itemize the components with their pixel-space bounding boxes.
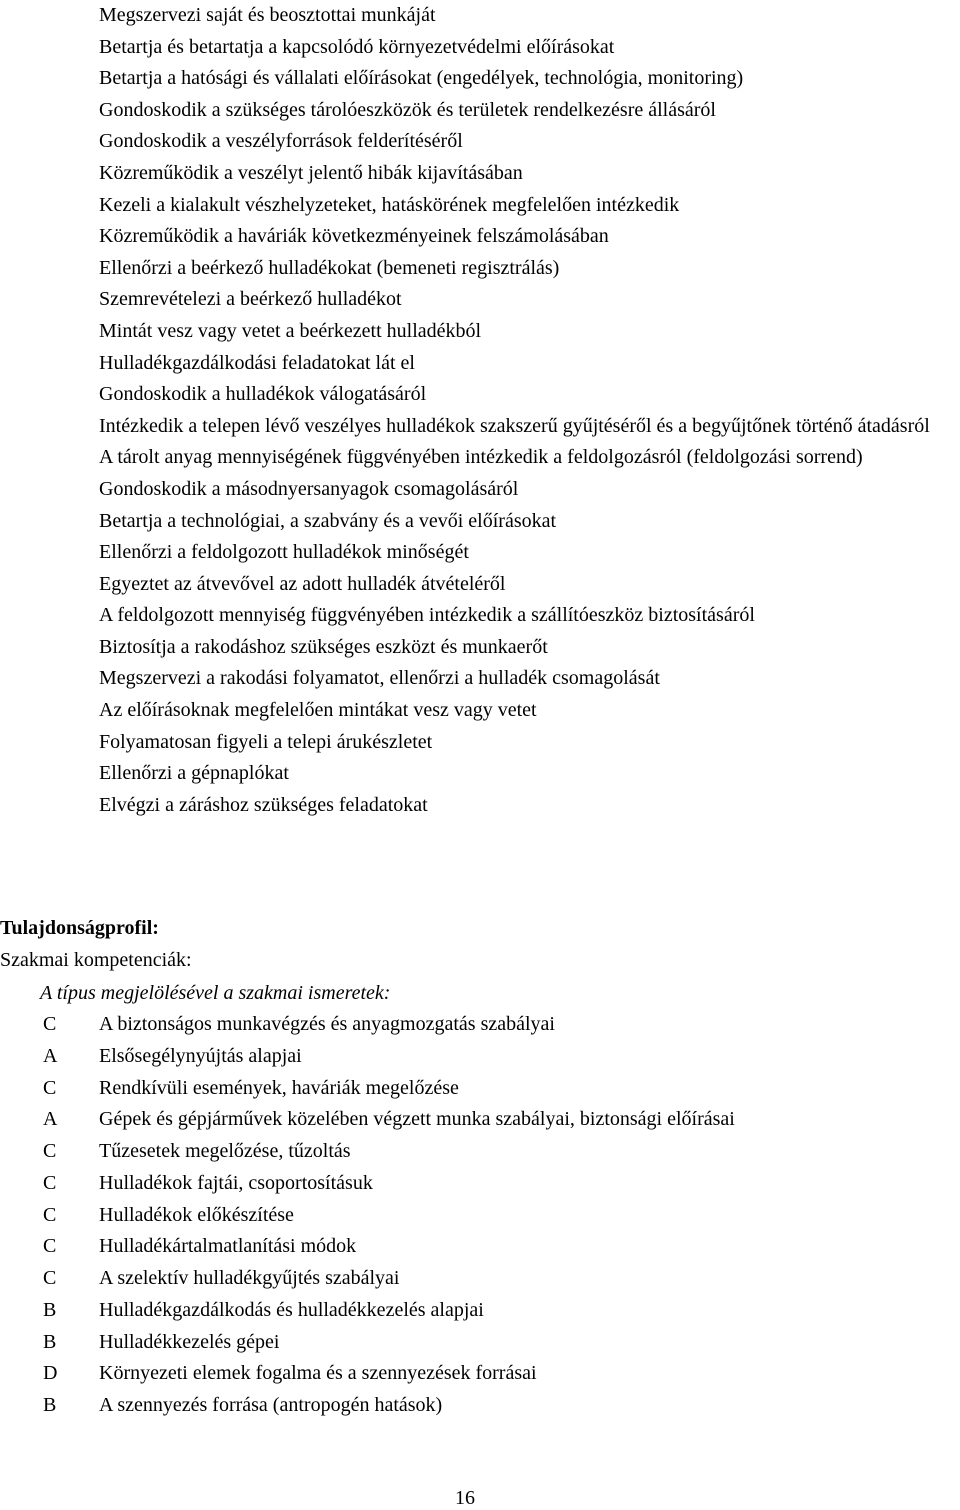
- knowledge-text: Környezeti elemek fogalma és a szennyezések forrásai: [99, 1362, 537, 1385]
- task-item: Ellenőrzi a feldolgozott hulladékok minőségét: [99, 541, 469, 564]
- task-list: [99, 0, 960, 821]
- task-item: Betartja a technológiai, a szabvány és a vevői előírásokat: [99, 509, 557, 532]
- knowledge-level: A: [43, 1108, 58, 1131]
- knowledge-text: Elsősegélynyújtás alapjai: [99, 1044, 302, 1067]
- knowledge-text: Gépek és gépjárművek közelében végzett munka szabályai, biztonsági előírásai: [99, 1108, 735, 1131]
- knowledge-item: [0, 1358, 960, 1390]
- knowledge-text: Hulladékok fajtái, csoportosításuk: [99, 1171, 373, 1194]
- knowledge-text: A szennyezés forrása (antropogén hatások): [99, 1394, 443, 1416]
- knowledge-item: [0, 1327, 960, 1359]
- knowledge-item: [0, 1168, 960, 1200]
- knowledge-item: [0, 1009, 960, 1041]
- task-item: Gondoskodik a másodnyersanyagok csomagolásáról: [99, 477, 519, 500]
- knowledge-level: B: [43, 1330, 57, 1353]
- task-item: Gondoskodik a veszélyforrások felderítéséről: [99, 130, 463, 153]
- competence-heading: Szakmai kompetenciák:: [0, 949, 192, 971]
- knowledge-level: C: [43, 1235, 57, 1258]
- knowledge-text: Hulladékkezelés gépei: [99, 1330, 280, 1353]
- knowledge-text: Hulladékok előkészítése: [99, 1203, 294, 1226]
- profile-heading: Tulajdonságprofil:: [0, 917, 159, 939]
- task-item: Kezeli a kialakult vészhelyzeteket, hatáskörének megfelelően intézkedik: [99, 193, 680, 216]
- task-item: Elvégzi a záráshoz szükséges feladatokat: [99, 793, 428, 816]
- knowledge-level: C: [43, 1076, 57, 1099]
- task-item: Betartja és betartatja a kapcsolódó környezetvédelmi előírásokat: [99, 35, 615, 58]
- knowledge-text: Tűzesetek megelőzése, tűzoltás: [99, 1140, 351, 1162]
- task-item: Az előírásoknak megfelelően mintákat vesz vagy vetet: [99, 699, 537, 722]
- task-item: Szemrevételezi a beérkező hulladékot: [99, 288, 402, 311]
- task-item: Közreműködik a veszélyt jelentő hibák kijavításában: [99, 161, 523, 184]
- task-item: Ellenőrzi a beérkező hulladékokat (bemeneti regisztrálás): [99, 256, 560, 279]
- knowledge-level: C: [43, 1267, 57, 1289]
- knowledge-text: Hulladékgazdálkodás és hulladékkezelés alapjai: [99, 1298, 484, 1321]
- task-item: Biztosítja a rakodáshoz szükséges eszközt és munkaerőt: [99, 635, 548, 658]
- task-item: Gondoskodik a szükséges tárolóeszközök és területek rendelkezésre állásáról: [99, 98, 716, 121]
- task-item: Megszervezi a rakodási folyamatot, ellenőrzi a hulladék csomagolását: [99, 667, 660, 690]
- task-item: A tárolt anyag mennyiségének függvényében intézkedik a feldolgozásról (feldolgozási sorrend): [99, 446, 863, 469]
- task-item: Hulladékgazdálkodási feladatokat lát el: [99, 351, 415, 374]
- knowledge-level: D: [43, 1362, 58, 1385]
- knowledge-level: C: [43, 1013, 57, 1035]
- knowledge-level: A: [43, 1044, 58, 1067]
- task-item: Gondoskodik a hulladékok válogatásáról: [99, 383, 427, 406]
- knowledge-item: [0, 1295, 960, 1327]
- knowledge-text: A szelektív hulladékgyűjtés szabályai: [99, 1267, 400, 1289]
- knowledge-item: [0, 1104, 960, 1136]
- knowledge-text: Hulladékártalmatlanítási módok: [99, 1235, 357, 1258]
- knowledge-item: [0, 1200, 960, 1232]
- knowledge-item: [0, 1390, 960, 1422]
- knowledge-item: [0, 1136, 960, 1168]
- task-item: Intézkedik a telepen lévő veszélyes hulladékok szakszerű gyűjtéséről és a begyűjtőnek történő átadásról: [99, 414, 930, 437]
- knowledge-item: [0, 1263, 960, 1295]
- page-number: 16: [455, 1487, 475, 1509]
- knowledge-level: C: [43, 1203, 57, 1226]
- knowledge-item: [0, 1041, 960, 1073]
- task-item: Mintát vesz vagy vetet a beérkezett hulladékból: [99, 319, 482, 342]
- task-item: Megszervezi saját és beosztottai munkáját: [99, 4, 436, 26]
- task-item: A feldolgozott mennyiség függvényében intézkedik a szállítóeszköz biztosításáról: [99, 604, 755, 627]
- knowledge-text: Rendkívüli események, haváriák megelőzése: [99, 1076, 459, 1099]
- knowledge-text: A biztonságos munkavégzés és anyagmozgatás szabályai: [99, 1013, 555, 1035]
- task-item: Közreműködik a haváriák következményeinek felszámolásában: [99, 225, 609, 248]
- task-item: Ellenőrzi a gépnaplókat: [99, 762, 289, 785]
- knowledge-level: C: [43, 1140, 57, 1162]
- knowledge-level: B: [43, 1298, 57, 1321]
- task-item: Folyamatosan figyeli a telepi árukészletet: [99, 730, 433, 753]
- knowledge-item: [0, 1231, 960, 1263]
- knowledge-item: [0, 1073, 960, 1105]
- task-item: Egyeztet az átvevővel az adott hulladék átvételéről: [99, 572, 506, 595]
- knowledge-heading: A típus megjelölésével a szakmai ismeretek:: [40, 982, 391, 1004]
- knowledge-list: [0, 1009, 960, 1422]
- knowledge-level: C: [43, 1171, 57, 1194]
- task-item: Betartja a hatósági és vállalati előírásokat (engedélyek, technológia, monitoring): [99, 67, 744, 90]
- knowledge-level: B: [43, 1394, 57, 1416]
